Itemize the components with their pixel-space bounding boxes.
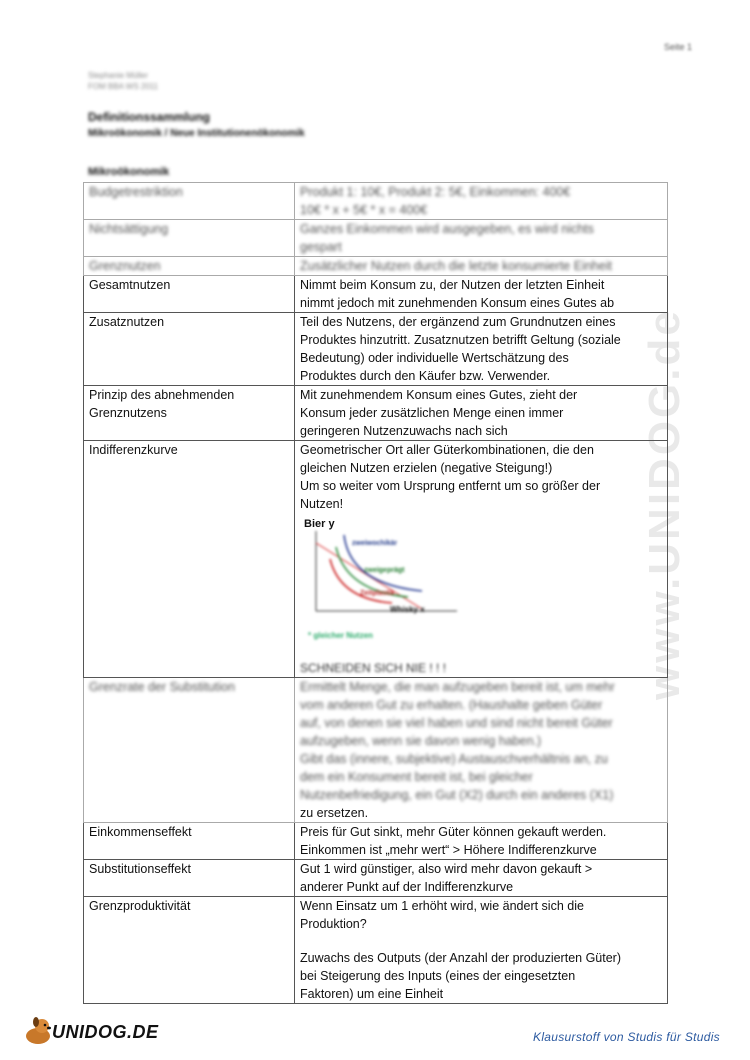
document-subtitle: Mikroökonomik / Neue Institutionenökonomik bbox=[88, 128, 305, 139]
table-row bbox=[84, 276, 668, 313]
curve-label-3: Zeitplastik bbox=[360, 590, 395, 597]
definition-line: Ganzes Einkommen wird ausgegeben, es wird nichts bbox=[300, 222, 594, 236]
definition-cell bbox=[295, 276, 668, 313]
definition-line: Gibt das (innere, subjektive) Austauschverhältnis an, zu bbox=[300, 752, 608, 766]
definition-cell bbox=[295, 386, 668, 441]
definition-line: Um so weiter vom Ursprung entfernt um so größer der bbox=[300, 479, 601, 493]
definition-line: Preis für Gut sinkt, mehr Güter können gekauft werden. bbox=[300, 825, 607, 839]
document-title: Definitionssammlung bbox=[88, 110, 211, 124]
term-label: Prinzip des abnehmenden Grenznutzens bbox=[89, 388, 235, 420]
watermark: www.UNIDOG.de bbox=[640, 308, 689, 700]
term-label: Indifferenzkurve bbox=[89, 443, 178, 457]
definition-line: Produktes hinzutritt. Zusatznutzen betrifft Geltung (soziale bbox=[300, 333, 621, 347]
definition-cell bbox=[295, 183, 668, 220]
definition-line: aufzugeben, wenn sie davon wenig haben.) bbox=[300, 734, 542, 748]
definition-line: Nimmt beim Konsum zu, der Nutzen der letzten Einheit bbox=[300, 278, 605, 292]
definition-line: auf, von denen sie viel haben und sind nicht bereit Güter bbox=[300, 716, 613, 730]
definition-text bbox=[300, 678, 662, 804]
term-cell bbox=[84, 441, 295, 678]
curve-label-2: zweigeprägt bbox=[364, 567, 405, 574]
definition-text bbox=[300, 897, 662, 1003]
indifference-curve-figure bbox=[300, 515, 470, 655]
author-block bbox=[88, 70, 158, 92]
term-cell bbox=[84, 313, 295, 386]
definition-text bbox=[300, 441, 662, 513]
definition-line: bei Steigerung des Inputs (eines der eingesetzten bbox=[300, 969, 576, 983]
term-label: Substitutionseffekt bbox=[89, 862, 191, 876]
dog-mascot-icon bbox=[22, 1014, 56, 1048]
definition-text bbox=[300, 220, 662, 256]
author-name: Stephanie Müller bbox=[88, 71, 149, 80]
term-cell bbox=[84, 678, 295, 823]
term-cell bbox=[84, 386, 295, 441]
definition-line: gleichen Nutzen erzielen (negative Steigung!) bbox=[300, 461, 553, 475]
table-row bbox=[84, 183, 668, 220]
definition-text bbox=[300, 823, 662, 859]
definition-text bbox=[300, 386, 662, 440]
table-row bbox=[84, 897, 668, 1004]
definition-cell bbox=[295, 678, 668, 823]
table-row bbox=[84, 860, 668, 897]
document-heading bbox=[88, 110, 305, 139]
definition-line: Zusätzlicher Nutzen durch die letzte konsumierte Einheit bbox=[300, 259, 612, 273]
definition-line: Ermittelt Menge, die man aufzugeben bereit ist, um mehr bbox=[300, 680, 615, 694]
term-label: Grenzrate der Substitution bbox=[89, 680, 235, 694]
table-row bbox=[84, 313, 668, 386]
definition-text bbox=[300, 860, 662, 896]
definition-line: dem ein Konsument bereit ist, bei gleicher bbox=[300, 770, 533, 784]
logo-text: UNIDOG.DE bbox=[52, 1022, 159, 1042]
definition-line: Produkt 1: 10€, Produkt 2: 5€, Einkommen: 400€ bbox=[300, 185, 571, 199]
definition-line: Bedeutung) oder individuelle Wertschätzung des bbox=[300, 351, 569, 365]
table-row bbox=[84, 220, 668, 257]
definition-line: Gut 1 wird günstiger, also wird mehr davon gekauft > bbox=[300, 862, 593, 876]
term-label: Einkommenseffekt bbox=[89, 825, 192, 839]
definition-text bbox=[300, 183, 662, 219]
definition-line: nimmt jedoch mit zunehmenden Konsum eines Gutes ab bbox=[300, 296, 615, 310]
definition-cell bbox=[295, 220, 668, 257]
term-cell bbox=[84, 860, 295, 897]
definition-line: Mit zunehmendem Konsum eines Gutes, zieht der bbox=[300, 388, 578, 402]
definition-cell bbox=[295, 313, 668, 386]
table-row bbox=[84, 257, 668, 276]
definition-line: Faktoren) um eine Einheit bbox=[300, 987, 444, 1001]
term-label: Budgetrestriktion bbox=[89, 185, 183, 199]
footer-tagline: Klausurstoff von Studis für Studis bbox=[533, 1030, 720, 1044]
definition-cell bbox=[295, 897, 668, 1004]
table-row bbox=[84, 441, 668, 678]
term-cell bbox=[84, 897, 295, 1004]
unidog-logo bbox=[22, 1014, 162, 1048]
definition-line: Produktes durch den Käufer bzw. Verwender. bbox=[300, 369, 551, 383]
term-label: Grenznutzen bbox=[89, 259, 161, 273]
term-cell bbox=[84, 257, 295, 276]
definition-line: geringeren Nutzenzuwachs nach sich bbox=[300, 424, 508, 438]
definitions-table bbox=[83, 182, 668, 1004]
definition-line: Nutzen! bbox=[300, 497, 344, 511]
definition-line: Einkommen ist „mehr wert“ > Höhere Indifferenzkurve bbox=[300, 843, 597, 857]
table-row bbox=[84, 678, 668, 823]
figure-note: SCHNEIDEN SICH NIE ! ! ! bbox=[300, 661, 447, 675]
page-number: Seite 1 bbox=[663, 42, 692, 52]
section-title: Mikroökonomik bbox=[88, 166, 170, 178]
definition-line: Geometrischer Ort aller Güterkombinationen, die den bbox=[300, 443, 594, 457]
definition-line: Teil des Nutzens, der ergänzend zum Grundnutzen eines bbox=[300, 315, 616, 329]
term-label: Grenzproduktivität bbox=[89, 899, 191, 913]
definition-cell bbox=[295, 441, 668, 678]
definition-line: gespart bbox=[300, 240, 342, 254]
term-label: Zusatznutzen bbox=[89, 315, 165, 329]
definition-text bbox=[300, 276, 662, 312]
term-cell bbox=[84, 220, 295, 257]
definition-cell bbox=[295, 257, 668, 276]
definition-line: vom anderen Gut zu erhalten. (Haushalte geben Güter bbox=[300, 698, 603, 712]
term-cell bbox=[84, 823, 295, 860]
figure-x-label: Whisky x bbox=[390, 605, 425, 614]
term-cell bbox=[84, 183, 295, 220]
definition-line: zu ersetzen. bbox=[300, 806, 369, 820]
definition-line: Wenn Einsatz um 1 erhöht wird, wie ändert sich die bbox=[300, 899, 584, 913]
curve-label-1: zweiwochikär bbox=[352, 540, 398, 547]
term-label: Gesamtnutzen bbox=[89, 278, 171, 292]
term-label: Nichtsättigung bbox=[89, 222, 169, 236]
author-course: FOM BBA WS 2011 bbox=[88, 82, 159, 91]
definition-text bbox=[300, 257, 662, 275]
definition-cell bbox=[295, 823, 668, 860]
definition-line: 10€ * x + 5€ * x = 400€ bbox=[300, 203, 428, 217]
definition-text bbox=[300, 313, 662, 385]
definition-line: Konsum jeder zusätzlichen Menge einen immer bbox=[300, 406, 564, 420]
figure-legend: * gleicher Nutzen bbox=[308, 631, 373, 640]
table-row bbox=[84, 823, 668, 860]
term-cell bbox=[84, 276, 295, 313]
table-row bbox=[84, 386, 668, 441]
definition-line: anderer Punkt auf der Indifferenzkurve bbox=[300, 880, 514, 894]
definition-line: Nutzenbefriedigung, ein Gut (X2) durch ein anderes (X1) bbox=[300, 788, 614, 802]
definition-line: Zuwachs des Outputs (der Anzahl der produzierten Güter) bbox=[300, 951, 621, 965]
definition-cell bbox=[295, 860, 668, 897]
figure-y-label: Bier y bbox=[304, 518, 335, 530]
definition-line: Produktion? bbox=[300, 917, 367, 931]
